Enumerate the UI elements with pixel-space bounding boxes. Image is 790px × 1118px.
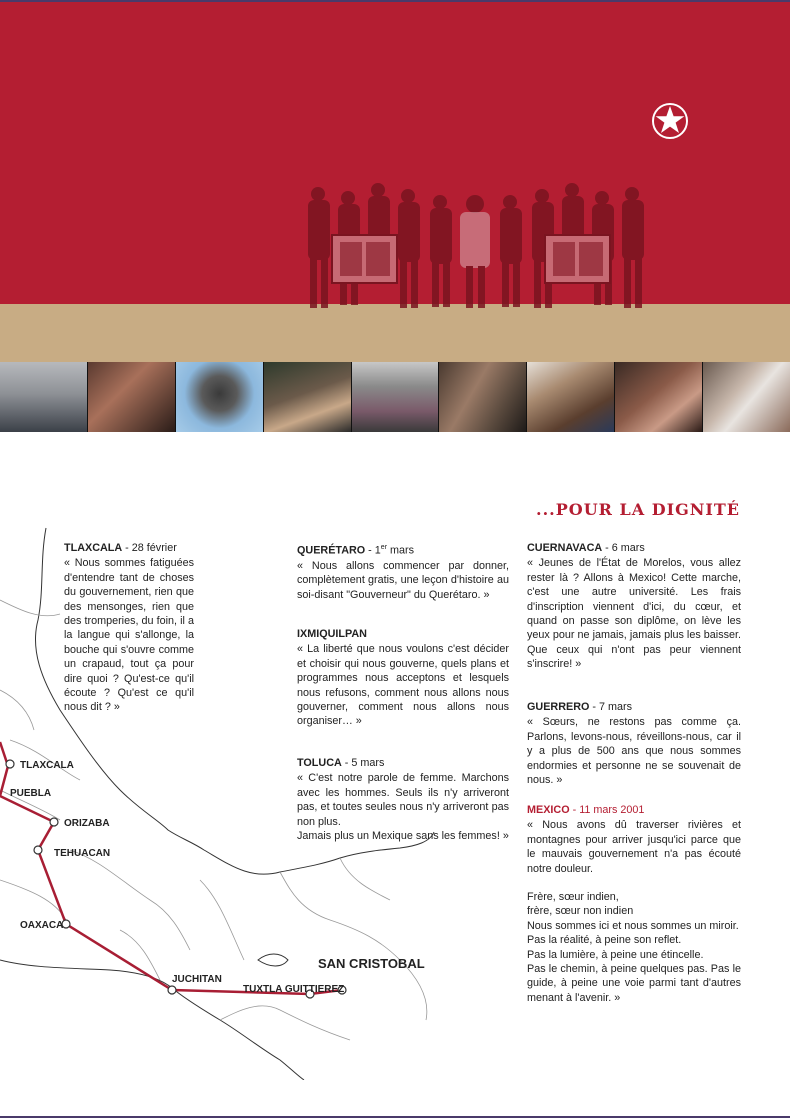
- map-border-10: [220, 1006, 350, 1040]
- map-point-juchitan: [168, 986, 176, 994]
- entry-date: - 1: [365, 544, 381, 557]
- entry-text: « Sœurs, ne restons pas comme ça. Parlons, levons-nous, réveillons-nous, car il y a plus de 500 ans que nous sommes endormies et personne ne se souvenait de nous. »: [527, 716, 741, 787]
- photo-crowd-men: [264, 362, 352, 432]
- photo-elder-man: [703, 362, 790, 432]
- map-point-tlaxcala: [6, 760, 14, 768]
- map-border-7: [280, 872, 400, 960]
- map-route-line: [0, 742, 345, 995]
- map-label-juchitan: JUCHITAN: [172, 974, 222, 985]
- entry-place: QUERÉTARO: [297, 544, 366, 557]
- poem-line-3: Nous sommes ici et nous sommes un miroir.: [527, 919, 739, 932]
- entry-date: - 6 mars: [602, 542, 645, 554]
- entry-date: - 11 mars 2001: [569, 804, 645, 816]
- entry-date: - 28 février: [122, 542, 177, 554]
- entry-tlaxcala: [64, 541, 194, 715]
- photo-street-march: [352, 362, 440, 432]
- map-border-8: [340, 858, 390, 900]
- map-label-san-cristobal: SAN CRISTOBAL: [318, 956, 425, 971]
- entry-date: - 5 mars: [341, 757, 385, 769]
- entry-queretaro: [297, 541, 509, 602]
- entry-place: CUERNAVACA: [527, 542, 603, 554]
- map-label-puebla: PUEBLA: [10, 788, 52, 799]
- map-label-oaxaca: OAXACA: [20, 920, 64, 931]
- photo-indigenous-women: [615, 362, 703, 432]
- poem-line-1: Frère, sœur indien,: [527, 891, 619, 904]
- poem-line-2: frère, sœur non indien: [527, 905, 634, 918]
- map-label-orizaba: ORIZABA: [64, 818, 110, 829]
- crowd-illustration: [300, 180, 650, 330]
- photo-faces-closeup: [439, 362, 527, 432]
- map-lake: [258, 954, 288, 966]
- section-title: ...POUR LA DIGNITÉ: [536, 500, 740, 519]
- map-border-4: [70, 850, 190, 950]
- photo-hat-men: [527, 362, 615, 432]
- entry-text: « Nous avons dû traverser rivières et montagnes pour arriver jusqu'ici parce que le mauvais gouvernement n'a pas écouté notre douleur.: [527, 819, 741, 875]
- entry-place: IXMIQUILPAN: [297, 628, 367, 640]
- entry-date: - 7 mars: [589, 701, 632, 713]
- entry-guerrero: [527, 700, 741, 787]
- entry-date-sup: er: [380, 544, 388, 551]
- map-point-orizaba: [50, 818, 58, 826]
- entry-cuernavaca: [527, 541, 741, 672]
- entry-text: « La liberté que nous voulons c'est décider et choisir qui nous gouverne, quels plans et programmes nous acceptons et lesquels nous refusons, comment nous allons nous gouverner, comment nous allons nous organiser… »: [297, 643, 509, 728]
- entry-date-rest: mars: [387, 544, 415, 557]
- photo-crowd-banners: [0, 362, 88, 432]
- entry-text-2: Jamais plus un Mexique sans les femmes! »: [297, 830, 509, 843]
- entry-mexico: [527, 803, 741, 1005]
- poem-line-4: Pas la réalité, à peine son reflet.: [527, 934, 682, 947]
- photo-strip: [0, 362, 790, 432]
- entry-place: TLAXCALA: [64, 542, 123, 554]
- photo-women-faces: [88, 362, 176, 432]
- map-border-6: [200, 880, 244, 960]
- map-border-2: [0, 690, 34, 730]
- map-label-tehuacan: TEHUACAN: [54, 848, 111, 859]
- entry-ixmiquilpan: [297, 627, 509, 729]
- entry-text: « C'est notre parole de femme. Marchons avec les hommes. Seuls ils n'y arriveront pas, et toutes seules nous n'y arriveront pas non plus.: [297, 772, 509, 828]
- map-point-tehuacan: [34, 846, 42, 854]
- star-icon: [651, 102, 689, 140]
- photo-statue: [176, 362, 264, 432]
- entry-toluca: [297, 756, 509, 843]
- map-border-12: [120, 930, 160, 980]
- map-border-1: [0, 600, 60, 616]
- entry-place: GUERRERO: [527, 701, 590, 713]
- poem-line-5: Pas la lumière, à peine une étincelle.: [527, 948, 704, 961]
- entry-place: TOLUCA: [297, 757, 342, 769]
- map-label-tuxtla: TUXTLA GUITTIEREZ: [243, 984, 345, 995]
- entry-text: « Jeunes de l'État de Morelos, vous allez rester là ? Allons à Mexico! Cette marche, c'est une autre université. Les frais d'inscription viennent d'ici, du cœur, et quand on passe son diplôme, on lève les yeux pour ne jamais, jamais plus les baisser. Que ceux qui n'ont pas peur viennent s'inscrire! »: [527, 557, 741, 671]
- map-label-tlaxcala: TLAXCALA: [20, 760, 74, 771]
- entry-text: « Nous allons commencer par donner, complètement gratis, une leçon d'histoire au soi-disant "Gouverneur" du Querétaro. »: [297, 560, 509, 601]
- entry-text: « Nous sommes fatiguées d'entendre tant de choses du gouvernement, rien que des mensonges, rien que des tromperies, du foin, il a la langue qui s'allonge, la bouche qui s'ouvre comme un crapaud, tout ça pour dire quoi ? Qu'est-ce qu'il écoute ? Qu'est ce qu'il nous dit ? »: [64, 557, 194, 714]
- poem-line-6: Pas le chemin, à peine quelques pas. Pas le guide, à peine une voie parmi tant d'autres menant à l'avenir. »: [527, 963, 741, 1004]
- entry-place: MEXICO: [527, 804, 570, 816]
